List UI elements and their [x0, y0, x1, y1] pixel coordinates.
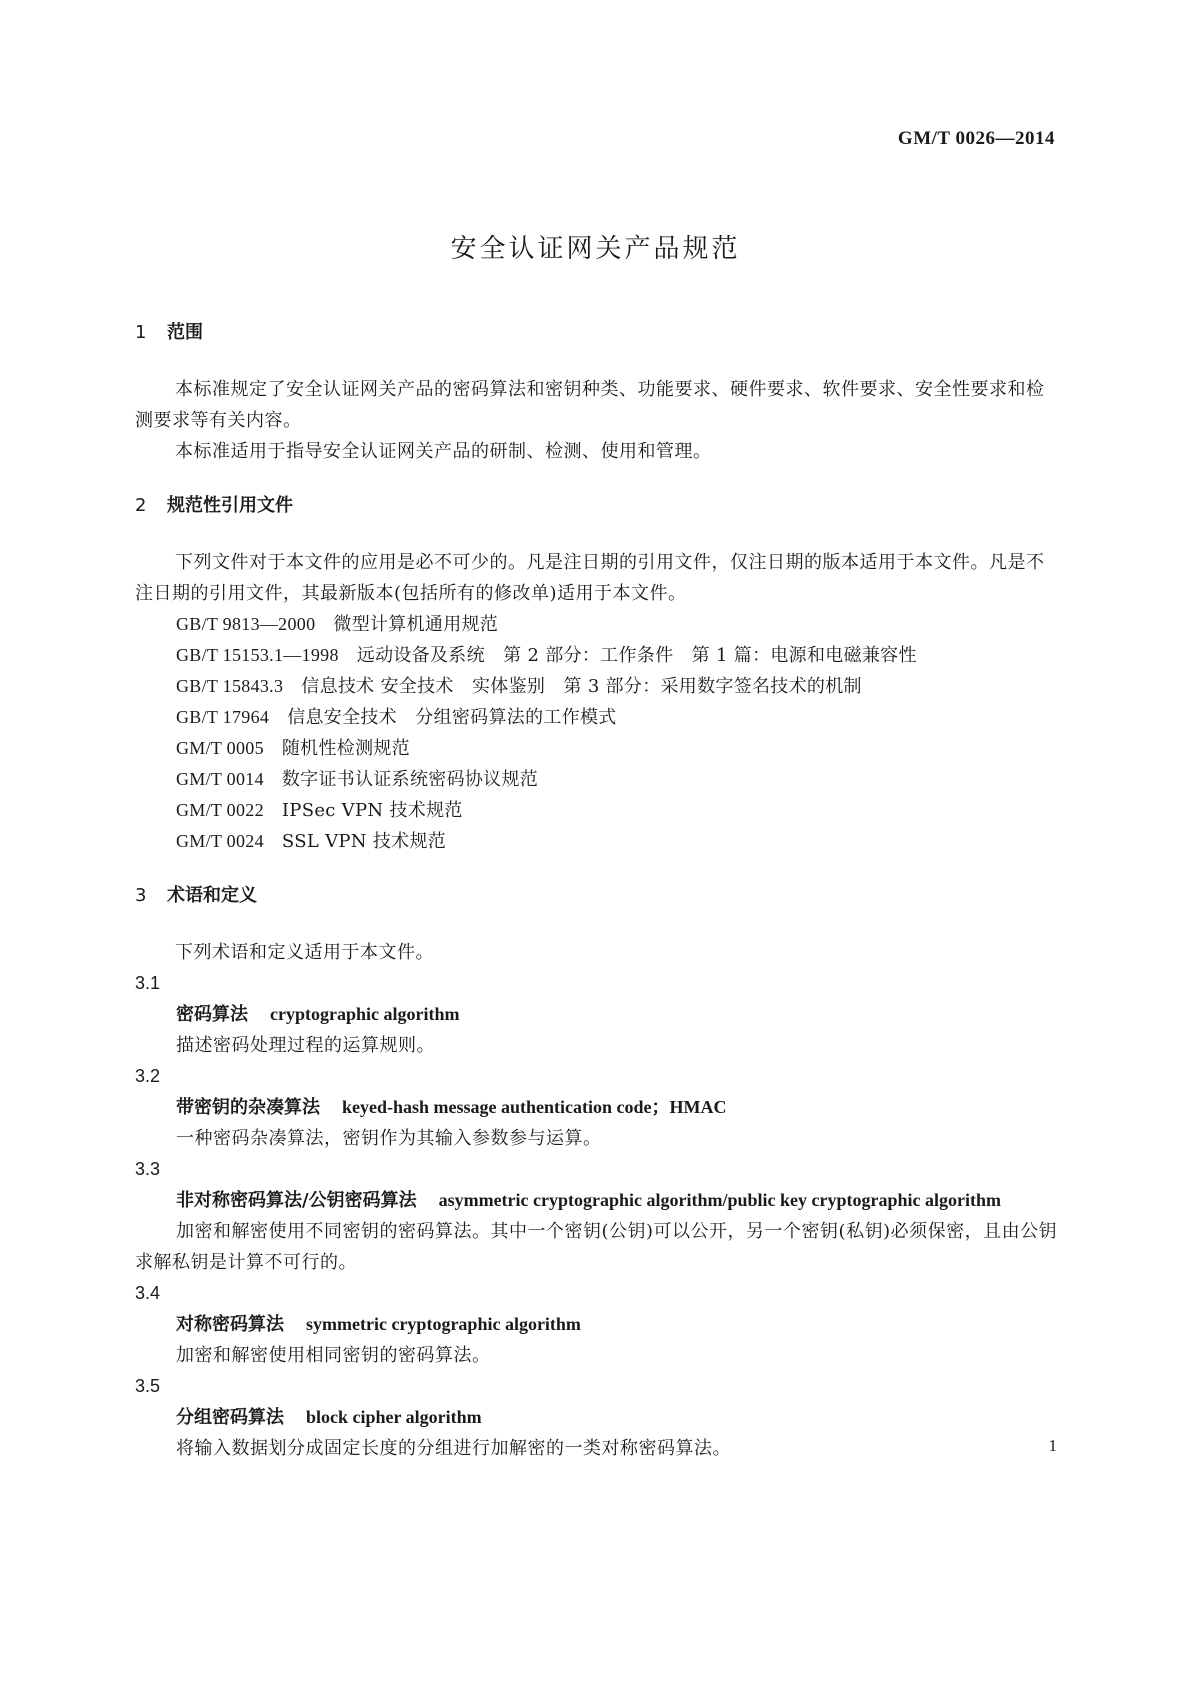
- term-name-en: cryptographic algorithm: [270, 1004, 460, 1024]
- reference-code: GM/T 0014: [176, 769, 264, 789]
- term-definition: 描述密码处理过程的运算规则。: [176, 1035, 435, 1056]
- term-name-en: symmetric cryptographic algorithm: [306, 1314, 581, 1334]
- document-body: [135, 320, 1062, 1464]
- reference-name: 信息技术 安全技术 实体鉴别 第 3 部分：采用数字签名技术的机制: [301, 676, 862, 697]
- term-name: [135, 1309, 1062, 1340]
- reference-code: GB/T 15843.3: [176, 676, 284, 696]
- reference-name: 信息安全技术 分组密码算法的工作模式: [287, 707, 617, 728]
- term-name-zh: 分组密码算法: [176, 1407, 284, 1428]
- section-title: 范围: [167, 322, 203, 343]
- section-heading-normative-references: [135, 493, 1062, 519]
- reference-item: [135, 795, 1062, 826]
- reference-name: IPSec VPN 技术规范: [281, 800, 463, 821]
- reference-code: GB/T 15153.1—1998: [176, 645, 339, 665]
- reference-name: SSL VPN 技术规范: [281, 831, 447, 852]
- reference-item: [135, 609, 1062, 640]
- section-number: 2: [135, 495, 147, 516]
- term-name: [135, 999, 1062, 1030]
- paragraph: 本标准规定了安全认证网关产品的密码算法和密钥种类、功能要求、硬件要求、软件要求、安全性要求和检测要求等有关内容。: [135, 379, 1045, 431]
- section-heading-scope: [135, 320, 1062, 346]
- term-number: 3.3: [135, 1159, 161, 1179]
- reference-item: [135, 671, 1062, 702]
- reference-item: [135, 640, 1062, 671]
- reference-item: [135, 702, 1062, 733]
- term-name: [135, 1185, 1062, 1216]
- section-title: 术语和定义: [167, 885, 257, 906]
- term-definition: 加密和解密使用相同密钥的密码算法。: [176, 1345, 491, 1366]
- section-number: 3: [135, 885, 147, 906]
- document-title: 安全认证网关产品规范: [450, 234, 741, 264]
- reference-item: [135, 826, 1062, 857]
- section-number: 1: [135, 322, 147, 343]
- term-name-zh: 密码算法: [176, 1004, 248, 1025]
- paragraph: 下列文件对于本文件的应用是必不可少的。凡是注日期的引用文件，仅注日期的版本适用于本文件。凡是不注日期的引用文件，其最新版本(包括所有的修改单)适用于本文件。: [135, 552, 1045, 604]
- standard-code: GM/T 0026—2014: [897, 128, 1055, 149]
- term-name-en: keyed-hash message authentication code；HMAC: [342, 1097, 727, 1117]
- reference-name: 数字证书认证系统密码协议规范: [281, 769, 539, 790]
- section-heading-terms-definitions: [135, 883, 1062, 909]
- page-number: 1: [1048, 1436, 1057, 1455]
- reference-name: 微型计算机通用规范: [333, 614, 499, 635]
- reference-code: GB/T 17964: [176, 707, 270, 727]
- reference-item: [135, 733, 1062, 764]
- term-name: [135, 1402, 1062, 1433]
- term-number: 3.1: [135, 973, 161, 993]
- term-name-zh: 带密钥的杂凑算法: [176, 1097, 320, 1118]
- reference-item: [135, 764, 1062, 795]
- reference-code: GM/T 0024: [176, 831, 264, 851]
- term-number: 3.5: [135, 1376, 161, 1396]
- term-definition: 一种密码杂凑算法，密钥作为其输入参数参与运算。: [176, 1128, 602, 1149]
- paragraph: 下列术语和定义适用于本文件。: [175, 942, 434, 963]
- reference-code: GB/T 9813—2000: [176, 614, 316, 634]
- reference-name: 远动设备及系统 第 2 部分：工作条件 第 1 篇：电源和电磁兼容性: [356, 645, 917, 666]
- term-definition: 将输入数据划分成固定长度的分组进行加解密的一类对称密码算法。: [176, 1438, 731, 1459]
- reference-code: GM/T 0022: [176, 800, 264, 820]
- term-number: 3.4: [135, 1283, 161, 1303]
- term-definition: 加密和解密使用不同密钥的密码算法。其中一个密钥(公钥)可以公开，另一个密钥(私钥)必须保密，且由公钥求解私钥是计算不可行的。: [135, 1221, 1058, 1273]
- term-number: 3.2: [135, 1066, 161, 1086]
- reference-name: 随机性检测规范: [281, 738, 410, 759]
- term-name-zh: 对称密码算法: [176, 1314, 284, 1335]
- section-title: 规范性引用文件: [167, 495, 293, 516]
- term-name-en: block cipher algorithm: [306, 1407, 482, 1427]
- paragraph: 本标准适用于指导安全认证网关产品的研制、检测、使用和管理。: [175, 441, 712, 462]
- term-name: [135, 1092, 1062, 1123]
- reference-code: GM/T 0005: [176, 738, 264, 758]
- term-name-en: asymmetric cryptographic algorithm/public key cryptographic algorithm: [438, 1190, 1002, 1210]
- term-name-zh: 非对称密码算法/公钥密码算法: [176, 1190, 417, 1211]
